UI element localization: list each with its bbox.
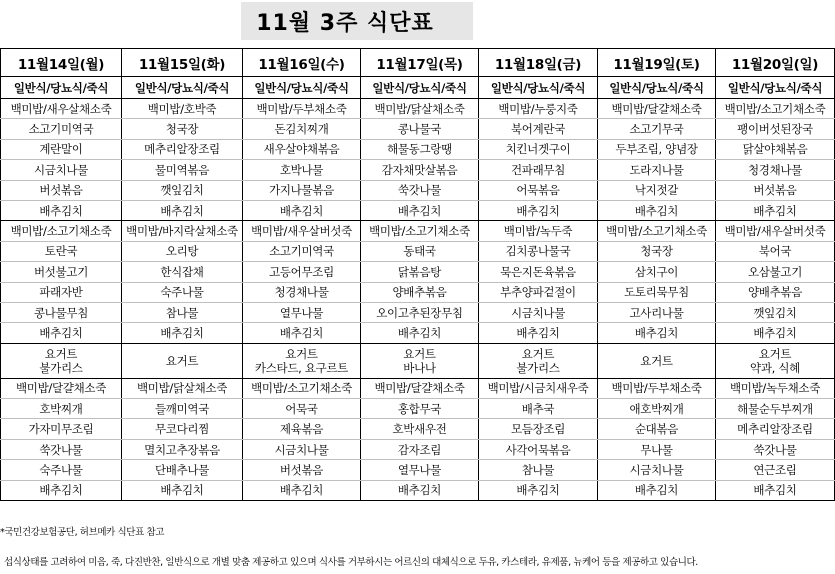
lunch-item: 배추김치: [122, 323, 243, 343]
snack-item: 약과, 식혜: [750, 360, 800, 375]
breakfast-item: 쑥갓나물: [361, 180, 479, 200]
lunch-item: 백미밥/새우살버섯죽: [716, 221, 835, 241]
lunch-item: 묵은지돈육볶음: [479, 262, 598, 282]
breakfast-item: 두부조림, 양념장: [598, 139, 716, 159]
breakfast-item: 감자채맛살볶음: [361, 160, 479, 180]
breakfast-item: 배추김치: [361, 200, 479, 220]
diet-type-cell: 일반식/당뇨식/죽식: [479, 77, 598, 99]
snack-item: 요거트: [758, 346, 792, 361]
diet-type-row: [1, 77, 835, 99]
dinner-item: 배추김치: [479, 480, 598, 500]
dinner-item: 무코다리찜: [122, 419, 243, 439]
dinner-item: 백미밥/시금치새우죽: [479, 378, 598, 398]
lunch-item: 배추김치: [243, 323, 361, 343]
breakfast-item: 배추김치: [716, 200, 835, 220]
lunch-item: 오이고추된장무침: [361, 302, 479, 322]
lunch-item: 백미밥/바지락살채소죽: [122, 221, 243, 241]
page-title: 11월 3주 식단표: [256, 10, 434, 36]
lunch-item: 토란국: [1, 241, 122, 261]
lunch-item: 배추김치: [716, 323, 835, 343]
lunch-item: 북어국: [716, 241, 835, 261]
breakfast-item: 가지나물볶음: [243, 180, 361, 200]
date-cell: 11월17일(목): [361, 54, 479, 77]
breakfast-item: 배추김치: [243, 200, 361, 220]
breakfast-item: 해물동그랑땡: [361, 139, 479, 159]
lunch-row: [1, 302, 835, 322]
lunch-item: 양배추볶음: [361, 282, 479, 302]
dinner-item: 해물순두부찌개: [716, 399, 835, 419]
dinner-item: 백미밥/달걀채소죽: [1, 378, 122, 398]
breakfast-item: 백미밥/두부채소죽: [243, 99, 361, 119]
dinner-row: [1, 460, 835, 480]
dinner-item: 시금치나물: [243, 439, 361, 459]
breakfast-item: 팽이버섯된장국: [716, 119, 835, 139]
lunch-item: 고등어무조림: [243, 262, 361, 282]
dinner-item: 배추국: [479, 399, 598, 419]
lunch-item: 양배추볶음: [716, 282, 835, 302]
dinner-item: 백미밥/달걀채소죽: [361, 378, 479, 398]
date-cell: 11월20일(일): [716, 54, 835, 77]
lunch-item: 오삼불고기: [716, 262, 835, 282]
dinner-item: 메추리알장조림: [716, 419, 835, 439]
breakfast-item: 새우살야채볶음: [243, 139, 361, 159]
dinner-item: 백미밥/녹두채소죽: [716, 378, 835, 398]
dinner-item: 호박새우전: [361, 419, 479, 439]
dinner-item: 배추김치: [122, 480, 243, 500]
lunch-item: 배추김치: [361, 323, 479, 343]
lunch-item: 배추김치: [479, 323, 598, 343]
dinner-item: 백미밥/닭살채소죽: [122, 378, 243, 398]
lunch-row: [1, 262, 835, 282]
lunch-row: [1, 241, 835, 261]
dinner-item: 들깨미역국: [122, 399, 243, 419]
breakfast-item: 소고기무국: [598, 119, 716, 139]
breakfast-item: 배추김치: [598, 200, 716, 220]
lunch-item: 배추김치: [598, 323, 716, 343]
breakfast-item: 콩나물국: [361, 119, 479, 139]
snack-item: 불가리스: [39, 360, 83, 375]
dinner-row: [1, 378, 835, 398]
diet-type-cell: 일반식/당뇨식/죽식: [361, 77, 479, 99]
dinner-item: 숙주나물: [1, 460, 122, 480]
lunch-item: 백미밥/녹두죽: [479, 221, 598, 241]
weekly-menu-table: [0, 48, 835, 501]
lunch-item: 청경채나물: [243, 282, 361, 302]
breakfast-row: [1, 160, 835, 180]
dinner-item: 홍합무국: [361, 399, 479, 419]
dinner-item: 배추김치: [243, 480, 361, 500]
diet-type-cell: 일반식/당뇨식/죽식: [716, 77, 835, 99]
dinner-item: 가자미무조림: [1, 419, 122, 439]
date-cell: 11월16일(수): [243, 54, 361, 77]
lunch-item: 열무나물: [243, 302, 361, 322]
lunch-item: 한식잡채: [122, 262, 243, 282]
breakfast-item: 백미밥/달걀채소죽: [598, 99, 716, 119]
dinner-item: 애호박찌개: [598, 399, 716, 419]
breakfast-item: 깻잎김치: [122, 180, 243, 200]
lunch-item: 배추김치: [1, 323, 122, 343]
breakfast-item: 백미밥/소고기채소죽: [716, 99, 835, 119]
breakfast-item: 물미역볶음: [122, 160, 243, 180]
lunch-item: 참나물: [122, 302, 243, 322]
snack-cell: [361, 343, 479, 378]
breakfast-item: 치킨너겟구이: [479, 139, 598, 159]
diet-type-cell: 일반식/당뇨식/죽식: [598, 77, 716, 99]
dinner-item: 배추김치: [598, 480, 716, 500]
lunch-item: 백미밥/소고기채소죽: [361, 221, 479, 241]
dinner-item: 감자조림: [361, 439, 479, 459]
dinner-row: [1, 419, 835, 439]
lunch-item: 삼치구이: [598, 262, 716, 282]
lunch-item: 청국장: [598, 241, 716, 261]
dinner-item: 호박찌개: [1, 399, 122, 419]
snack-row: [1, 343, 835, 378]
dinner-item: 열무나물: [361, 460, 479, 480]
date-cell: 11월15일(화): [122, 54, 243, 77]
policy-note: 섭식상태를 고려하여 미음, 죽, 다진반찬, 일반식으로 개별 맞춤 제공하고 있으며 식사를 거부하시는 어르신의 대체식으로 두유, 카스테라, 유제품, 뉴케어 등을 제공하고 있습니다.: [4, 557, 698, 568]
snack-cell: [1, 343, 122, 378]
snack-cell: [243, 343, 361, 378]
breakfast-row: [1, 200, 835, 220]
dinner-item: 단배추나물: [122, 460, 243, 480]
dinner-item: 제육볶음: [243, 419, 361, 439]
snack-item: 카스타드, 요구르트: [254, 360, 349, 375]
diet-type-cell: 일반식/당뇨식/죽식: [122, 77, 243, 99]
dinner-item: 배추김치: [1, 480, 122, 500]
breakfast-row: [1, 139, 835, 159]
dinner-item: 버섯볶음: [243, 460, 361, 480]
lunch-row: [1, 221, 835, 241]
breakfast-item: 낙지젓갈: [598, 180, 716, 200]
breakfast-item: 메추리알장조림: [122, 139, 243, 159]
lunch-item: 도토리묵무침: [598, 282, 716, 302]
dinner-item: 백미밥/소고기채소죽: [243, 378, 361, 398]
breakfast-item: 계란말이: [1, 139, 122, 159]
lunch-item: 소고기미역국: [243, 241, 361, 261]
lunch-item: 깻잎김치: [716, 302, 835, 322]
snack-cell: [716, 343, 835, 378]
snack-item: 요거트: [403, 346, 436, 361]
lunch-item: 파래자반: [1, 282, 122, 302]
lunch-item: 백미밥/소고기채소죽: [1, 221, 122, 241]
snack-item: 요거트: [521, 346, 555, 361]
date-cell: 11월18일(금): [479, 54, 598, 77]
breakfast-item: 버섯볶음: [716, 180, 835, 200]
lunch-item: 김치콩나물국: [479, 241, 598, 261]
snack-item: 불가리스: [516, 360, 560, 375]
breakfast-item: 호박나물: [243, 160, 361, 180]
breakfast-item: 돈김치찌개: [243, 119, 361, 139]
breakfast-item: 도라지나물: [598, 160, 716, 180]
lunch-item: 백미밥/새우살버섯죽: [243, 221, 361, 241]
snack-item: 요거트: [165, 353, 199, 368]
lunch-item: 숙주나물: [122, 282, 243, 302]
breakfast-item: 백미밥/닭살채소죽: [361, 99, 479, 119]
dinner-item: 쑥갓나물: [716, 439, 835, 459]
lunch-item: 버섯불고기: [1, 262, 122, 282]
snack-cell: [122, 343, 243, 378]
breakfast-item: 소고기미역국: [1, 119, 122, 139]
dinner-item: 시금치나물: [598, 460, 716, 480]
snack-item: 요거트: [44, 346, 78, 361]
dinner-item: 순대볶음: [598, 419, 716, 439]
snack-cell: [598, 343, 716, 378]
dinner-item: 모듬장조림: [479, 419, 598, 439]
lunch-row: [1, 323, 835, 343]
lunch-item: 백미밥/소고기채소죽: [598, 221, 716, 241]
snack-item: 바나나: [403, 360, 436, 375]
dinner-item: 무나물: [598, 439, 716, 459]
diet-type-cell: 일반식/당뇨식/죽식: [1, 77, 122, 99]
lunch-row: [1, 282, 835, 302]
source-note: *국민건강보험공단, 허브메카 식단표 참고: [0, 527, 165, 538]
dinner-item: 참나물: [479, 460, 598, 480]
breakfast-item: 백미밥/새우살채소죽: [1, 99, 122, 119]
breakfast-item: 닭살야채볶음: [716, 139, 835, 159]
breakfast-item: 북어계란국: [479, 119, 598, 139]
dinner-item: 연근조림: [716, 460, 835, 480]
breakfast-item: 청경채나물: [716, 160, 835, 180]
dinner-item: 어묵국: [243, 399, 361, 419]
dinner-row: [1, 480, 835, 500]
diet-type-cell: 일반식/당뇨식/죽식: [243, 77, 361, 99]
breakfast-item: 청국장: [122, 119, 243, 139]
date-cell: 11월19일(토): [598, 54, 716, 77]
snack-cell: [479, 343, 598, 378]
breakfast-item: 시금치나물: [1, 160, 122, 180]
snack-item: 요거트: [640, 353, 673, 368]
lunch-item: 콩나물무침: [1, 302, 122, 322]
breakfast-item: 건파래무침: [479, 160, 598, 180]
lunch-item: 동태국: [361, 241, 479, 261]
breakfast-item: 어묵볶음: [479, 180, 598, 200]
breakfast-item: 백미밥/누룽지죽: [479, 99, 598, 119]
lunch-item: 부추양파겉절이: [479, 282, 598, 302]
breakfast-row: [1, 119, 835, 139]
lunch-item: 닭볶음탕: [361, 262, 479, 282]
lunch-item: 오리탕: [122, 241, 243, 261]
breakfast-item: 배추김치: [479, 200, 598, 220]
dinner-row: [1, 399, 835, 419]
breakfast-item: 배추김치: [122, 200, 243, 220]
dinner-item: 배추김치: [361, 480, 479, 500]
dinner-item: 백미밥/두부채소죽: [598, 378, 716, 398]
breakfast-row: [1, 99, 835, 119]
dinner-item: 쑥갓나물: [1, 439, 122, 459]
dinner-item: 멸치고추장볶음: [122, 439, 243, 459]
dinner-row: [1, 439, 835, 459]
breakfast-item: 버섯볶음: [1, 180, 122, 200]
dinner-item: 배추김치: [716, 480, 835, 500]
dinner-item: 사각어묵볶음: [479, 439, 598, 459]
page-title-banner: [241, 2, 473, 40]
lunch-item: 시금치나물: [479, 302, 598, 322]
snack-item: 요거트: [285, 346, 318, 361]
date-row: [1, 54, 835, 77]
breakfast-item: 백미밥/호박죽: [122, 99, 243, 119]
breakfast-row: [1, 180, 835, 200]
breakfast-item: 배추김치: [1, 200, 122, 220]
lunch-item: 고사리나물: [598, 302, 716, 322]
date-cell: 11월14일(월): [1, 54, 122, 77]
